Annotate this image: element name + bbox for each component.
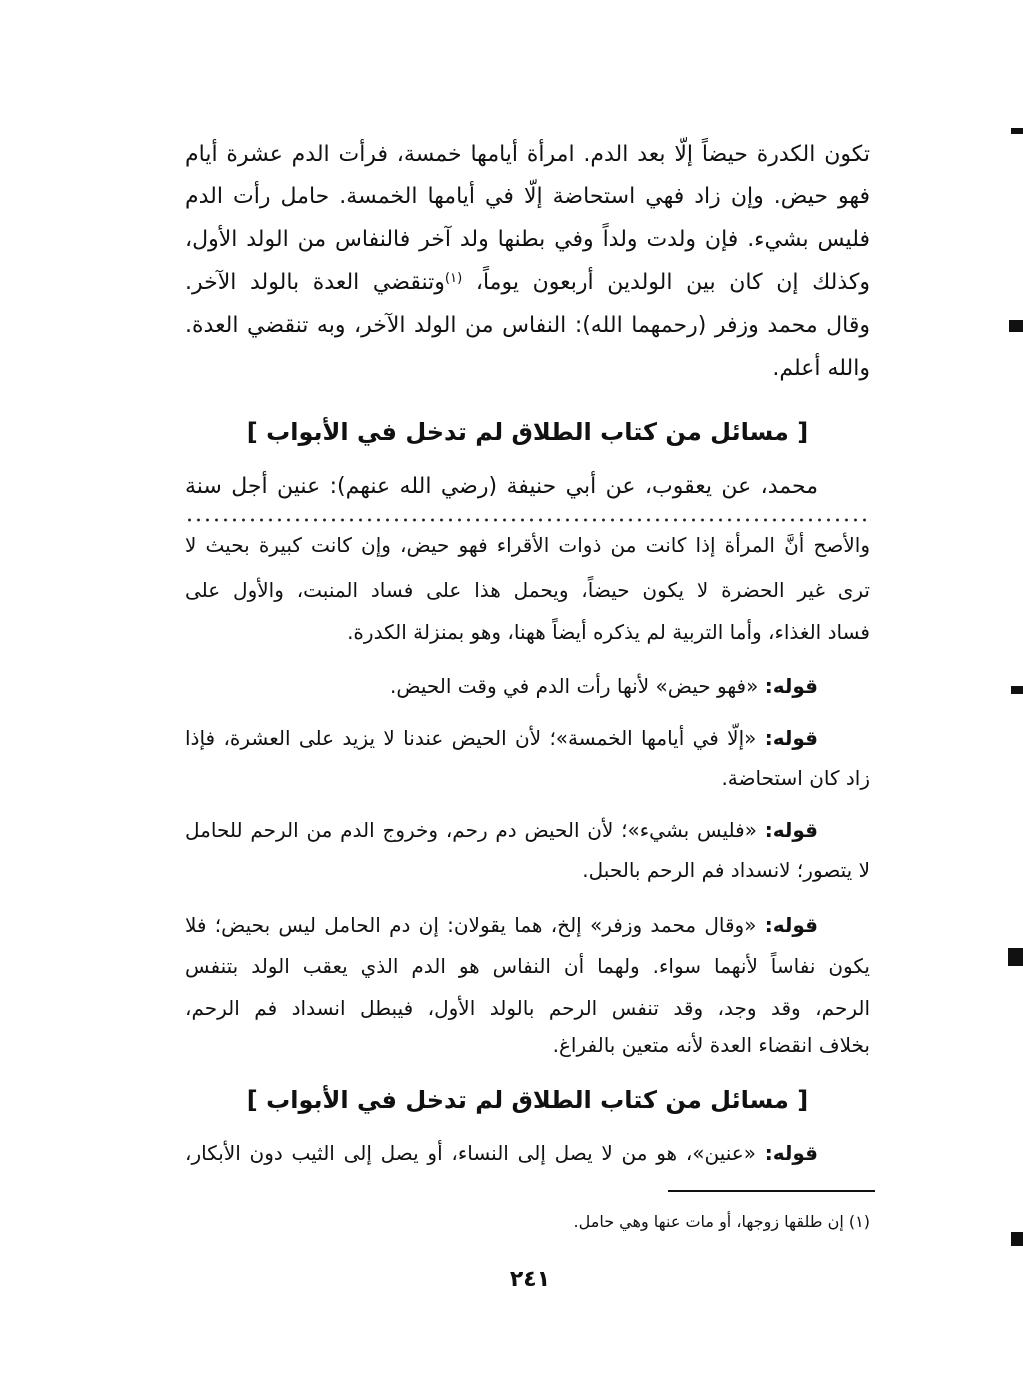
main-text-segment: وتنقضي العدة بالولد الآخر. bbox=[185, 270, 445, 295]
line-text: «فهو حيض» لأنها رأت الدم في وقت الحيض. bbox=[389, 674, 759, 698]
commentary-line: ترى غير الحضرة لا يكون حيضاً، ويحمل هذا على فساد المنبت، والأول على bbox=[185, 578, 870, 602]
commentary-line: فساد الغذاء، وأما التربية لم يذكره أيضاً ههنا، وهو بمنزلة الكدرة. bbox=[347, 620, 870, 644]
commentary-paragraph-line bbox=[185, 666, 870, 706]
footnote: (١) إن طلقها زوجها، أو مات عنها وهي حامل. bbox=[573, 1212, 870, 1231]
main-text-line: فهو حيض. وإن زاد فهي استحاضة إلّا في أيامها الخمسة. حامل رأت الدم bbox=[185, 184, 870, 209]
commentary-line: لا يتصور؛ لانسداد فم الرحم بالحبل. bbox=[582, 858, 870, 882]
section-heading: [ مسائل من كتاب الطلاق لم تدخل في الأبواب ] bbox=[246, 1086, 809, 1114]
commentary-line: الرحم، وقد وجد، وقد تنفس الرحم بالولد الأول، فيبطل انسداد فم الرحم، bbox=[185, 996, 870, 1020]
main-text-line: تكون الكدرة حيضاً إلّا بعد الدم. امرأة أيامها خمسة، فرأت الدم عشرة أيام bbox=[185, 142, 870, 167]
quote-label: قوله: bbox=[764, 818, 818, 842]
page-number: ٢٤١ bbox=[509, 1267, 551, 1292]
section-heading: [ مسائل من كتاب الطلاق لم تدخل في الأبواب ] bbox=[246, 418, 809, 446]
scan-mark bbox=[1011, 128, 1023, 134]
commentary-paragraph-line bbox=[185, 1133, 870, 1173]
main-text-line bbox=[185, 263, 870, 306]
footnote-rule bbox=[668, 1190, 875, 1192]
line-text: «وقال محمد وزفر» إلخ، هما يقولان: إن دم الحامل ليس بحيض؛ فلا bbox=[185, 913, 757, 937]
line-text: «عنين»، هو من لا يصل إلى النساء، أو يصل إلى الثيب دون الأبكار، bbox=[185, 1141, 756, 1165]
commentary-line: والأصح أنَّ المرأة إذا كانت من ذوات الأقراء فهو حيض، وإن كانت كبيرة بحيث لا bbox=[185, 533, 870, 557]
line-text: «إلّا في أيامها الخمسة»؛ لأن الحيض عندنا لا يزيد على العشرة، فإذا bbox=[185, 726, 757, 750]
commentary-paragraph-line bbox=[185, 718, 870, 758]
quote-label: قوله: bbox=[764, 726, 818, 750]
commentary-paragraph-line bbox=[185, 810, 870, 850]
scan-mark bbox=[1009, 320, 1023, 332]
commentary-line: يكون نفاساً لأنهما سواء. ولهما أن النفاس هو الدم الذي يعقب الولد بتنفس bbox=[185, 954, 870, 978]
commentary-line: بخلاف انقضاء العدة لأنه متعين بالفراغ. bbox=[552, 1033, 870, 1057]
commentary-paragraph-line bbox=[185, 905, 870, 945]
main-text-line: والله أعلم. bbox=[772, 356, 870, 381]
line-text: «فليس بشيء»؛ لأن الحيض دم رحم، وخروج الدم من الرحم للحامل bbox=[185, 818, 757, 842]
main-text-line: وقال محمد وزفر (رحمهما الله): النفاس من الولد الآخر، وبه تنقضي العدة. bbox=[185, 313, 870, 338]
main-text-line: محمد، عن يعقوب، عن أبي حنيفة (رضي الله عنهم): عنين أجل سنة bbox=[185, 474, 818, 499]
commentary-line: زاد كان استحاضة. bbox=[721, 766, 870, 790]
quote-label: قوله: bbox=[764, 1141, 818, 1165]
footnote-reference: (١) bbox=[444, 270, 463, 286]
dotted-separator bbox=[185, 518, 870, 522]
scan-mark bbox=[1011, 686, 1023, 694]
main-text-segment: وكذلك إن كان بين الولدين أربعون يوماً، bbox=[475, 270, 870, 295]
main-text-line: فليس بشيء. فإن ولدت ولداً وفي بطنها ولد آخر فالنفاس من الولد الأول، bbox=[185, 227, 870, 252]
quote-label: قوله: bbox=[764, 913, 819, 937]
scan-mark bbox=[1011, 1232, 1023, 1246]
quote-label: قوله: bbox=[764, 674, 818, 698]
scan-mark bbox=[1008, 948, 1023, 966]
